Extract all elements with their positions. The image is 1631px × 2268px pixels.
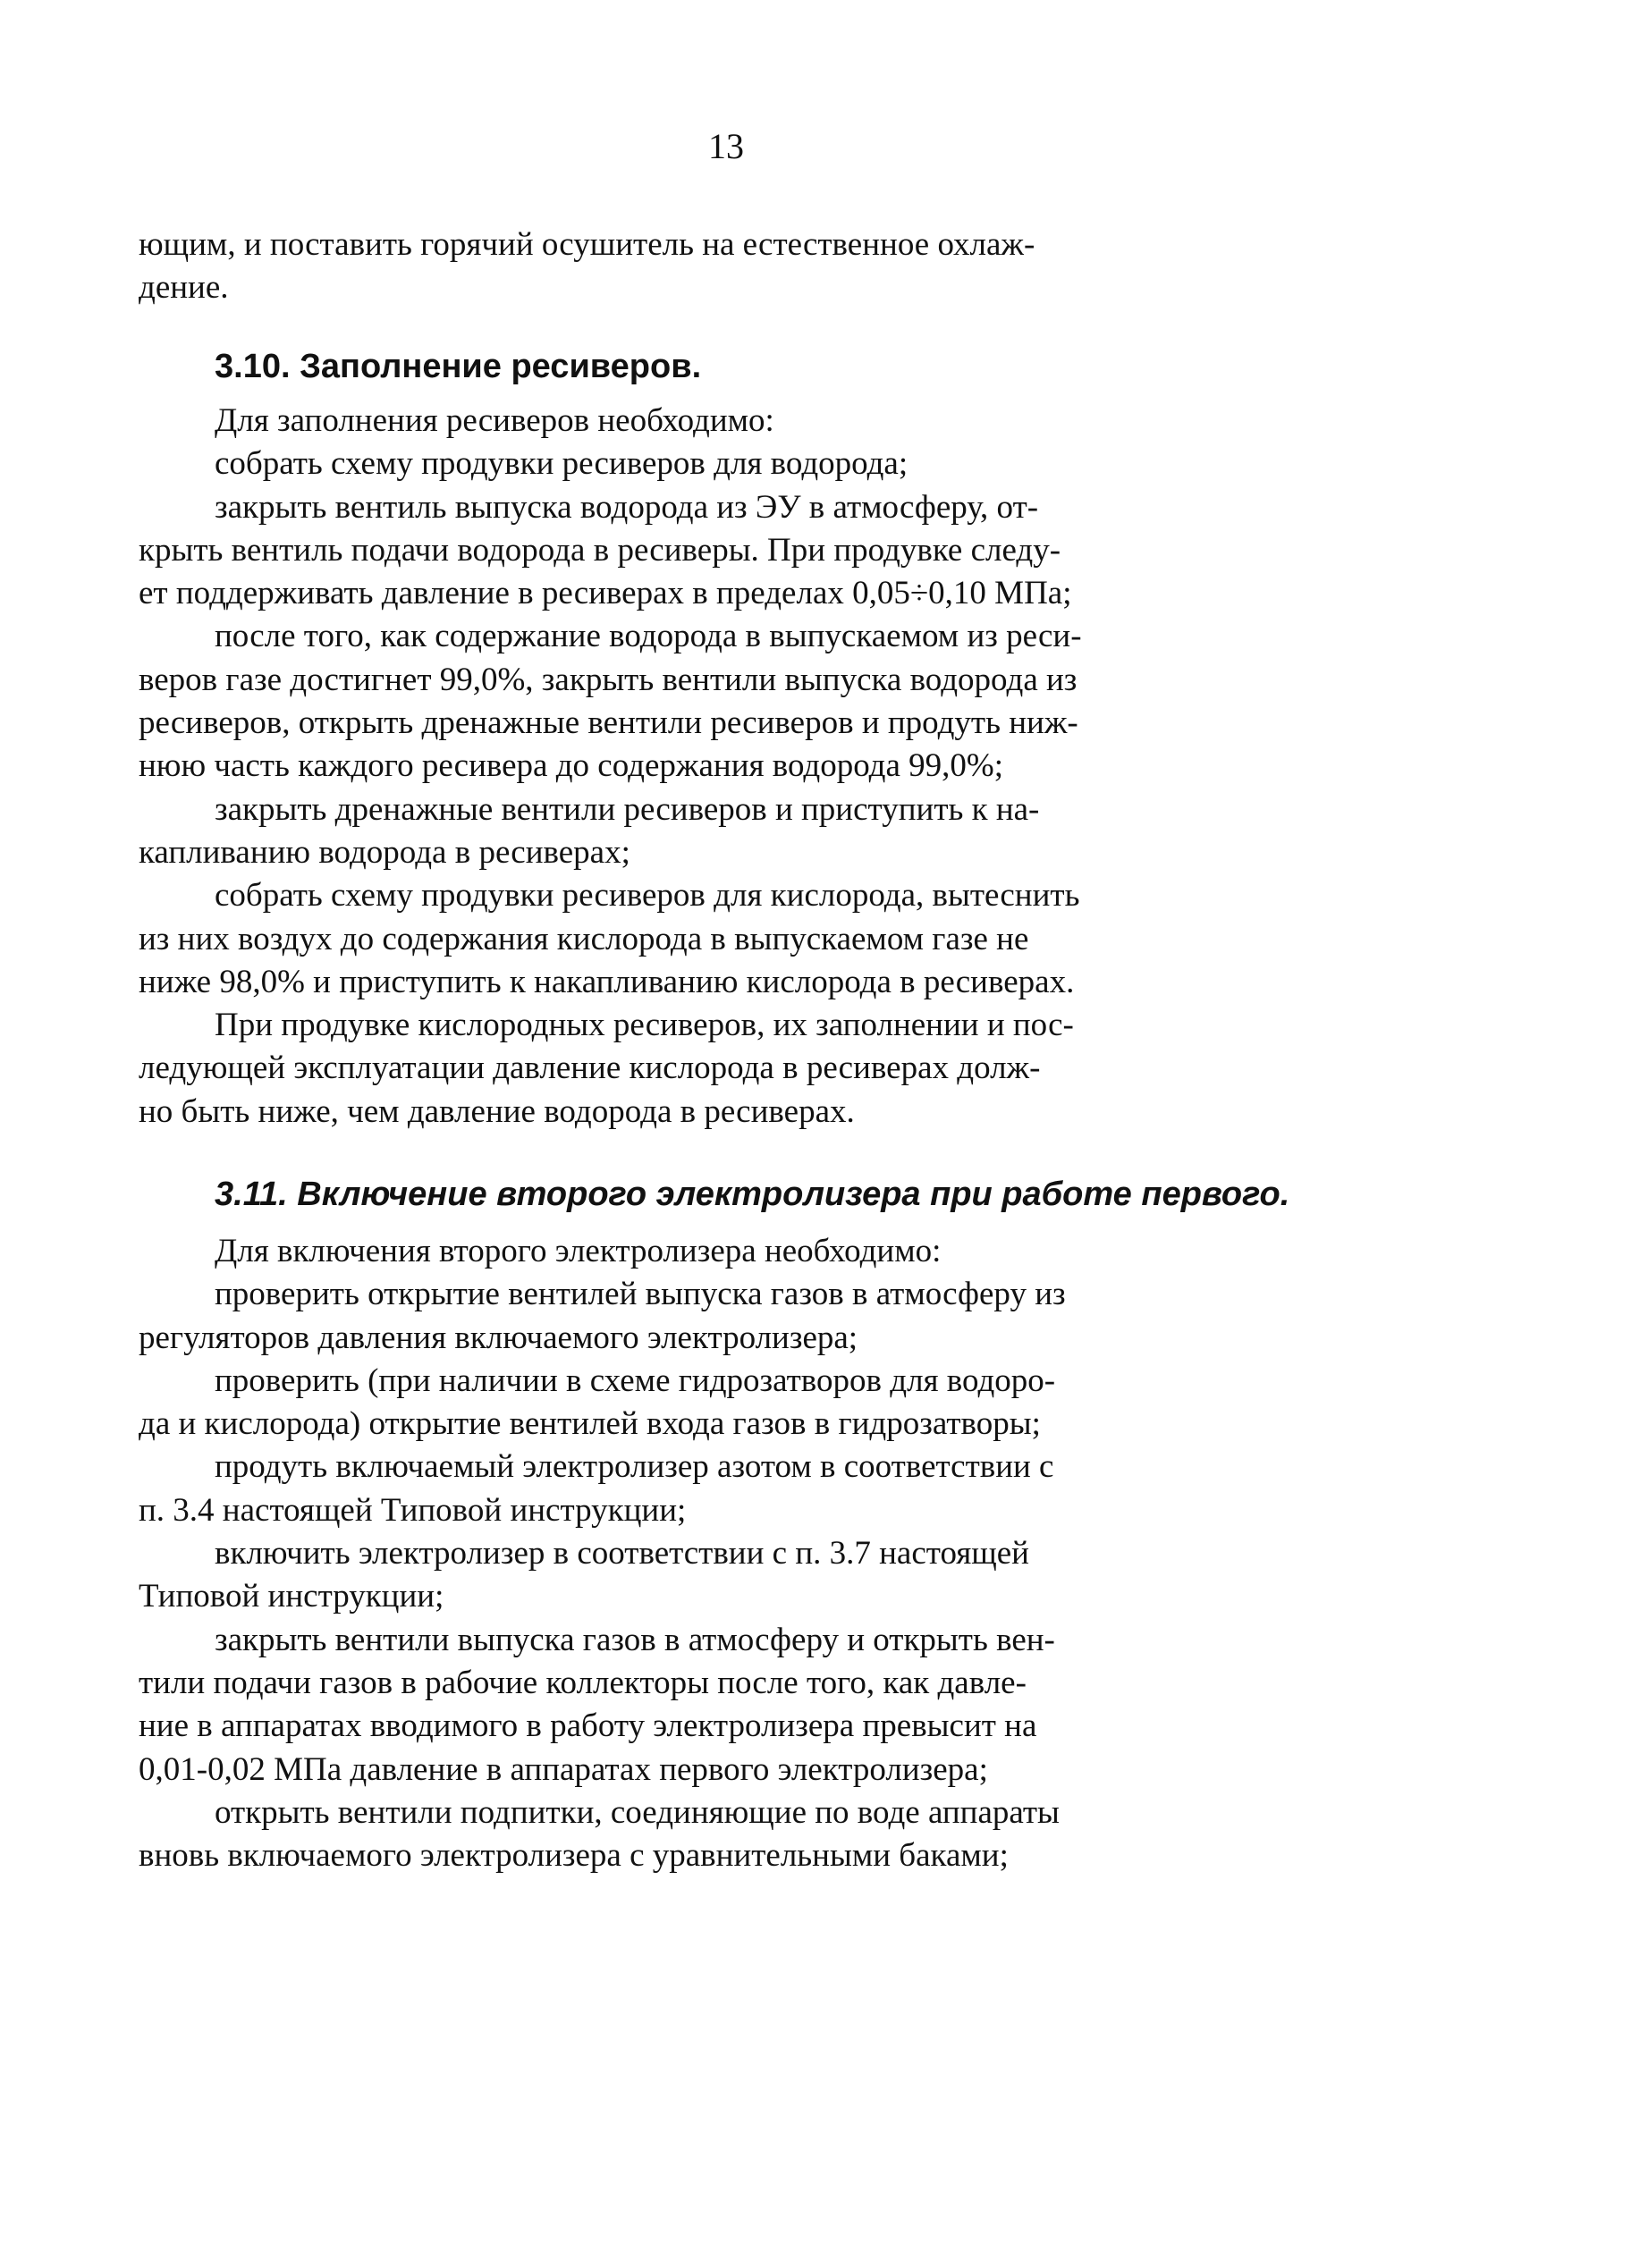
text-line: проверить открытие вентилей выпуска газов в атмосферу из — [215, 1276, 1066, 1313]
text-line: ресиверов, открыть дренажные вентили ресиверов и продуть ниж- — [139, 704, 1078, 742]
text-line: Типовой инструкции; — [139, 1578, 444, 1615]
text-line: проверить (при наличии в схеме гидрозатворов для водоро- — [215, 1362, 1056, 1399]
text-line: включить электролизер в соответствии с п. 3.7 настоящей — [215, 1535, 1029, 1572]
text-line: регуляторов давления включаемого электролизера; — [139, 1319, 858, 1356]
text-line: Для включения второго электролизера необходимо: — [215, 1233, 942, 1269]
section-heading: 3.10. Заполнение ресиверов. — [215, 348, 702, 385]
text-line: закрыть вентили выпуска газов в атмосферу и открыть вен- — [215, 1621, 1055, 1658]
intro-paragraph — [139, 223, 1295, 310]
text-line: собрать схему продувки ресиверов для водорода; — [215, 445, 908, 483]
text-line: после того, как содержание водорода в выпускаемом из реси- — [215, 618, 1082, 655]
section-3-11-body — [139, 1230, 1295, 1877]
text-line: ющим, и поставить горячий осушитель на естественное охлаж- — [139, 226, 1035, 263]
section-heading: 3.11. Включение второго электролизера при работе первого. — [215, 1176, 1290, 1213]
text-line: ниже 98,0% и приступить к накапливанию кислорода в ресиверах. — [139, 963, 1075, 1000]
text-line: тили подачи газов в рабочие коллекторы после того, как давле- — [139, 1664, 1027, 1701]
text-line: веров газе достигнет 99,0%, закрыть вентили выпуска водорода из — [139, 661, 1077, 698]
text-line: ет поддерживать давление в ресиверах в пределах 0,05÷0,10 МПа; — [139, 575, 1072, 612]
section-3-10-body — [139, 400, 1295, 1134]
text-line: 0,01-0,02 МПа давление в аппаратах первого электролизера; — [139, 1750, 988, 1788]
text-line: из них воздух до содержания кислорода в выпускаемом газе не — [139, 920, 1029, 957]
text-line: При продувке кислородных ресиверов, их заполнении и пос- — [215, 1007, 1074, 1044]
section-3-11 — [139, 1173, 1295, 1216]
text-line: да и кислорода) открытие вентилей входа газов в гидрозатворы; — [139, 1405, 1041, 1443]
text-line: капливанию водорода в ресиверах; — [139, 833, 630, 871]
page-number: 13 — [708, 126, 744, 166]
text-line: открыть вентили подпитки, соединяющие по воде аппараты — [215, 1793, 1060, 1831]
text-line: закрыть дренажные вентили ресиверов и приступить к на- — [215, 790, 1040, 828]
text-line: закрыть вентиль выпуска водорода из ЭУ в атмосферу, от- — [215, 488, 1039, 526]
text-line: собрать схему продувки ресиверов для кислорода, вытеснить — [215, 877, 1080, 915]
text-line: продуть включаемый электролизер азотом в соответствии с — [215, 1448, 1054, 1486]
text-line: дение. — [139, 269, 229, 307]
section-3-10 — [139, 345, 1295, 388]
text-line: ледующей эксплуатации давление кислорода в ресиверах долж- — [139, 1050, 1041, 1087]
text-line: нюю часть каждого ресивера до содержания водорода 99,0%; — [139, 747, 1004, 785]
text-line: Для заполнения ресиверов необходимо: — [215, 402, 774, 439]
text-line: вновь включаемого электролизера с уравнительными баками; — [139, 1837, 1009, 1875]
text-line: но быть ниже, чем давление водорода в ресиверах. — [139, 1092, 855, 1130]
text-line: крыть вентиль подачи водорода в ресиверы. При продувке следу- — [139, 531, 1061, 569]
text-line: п. 3.4 настоящей Типовой инструкции; — [139, 1491, 687, 1529]
text-line: ние в аппаратах вводимого в работу электролизера превысит на — [139, 1707, 1037, 1745]
